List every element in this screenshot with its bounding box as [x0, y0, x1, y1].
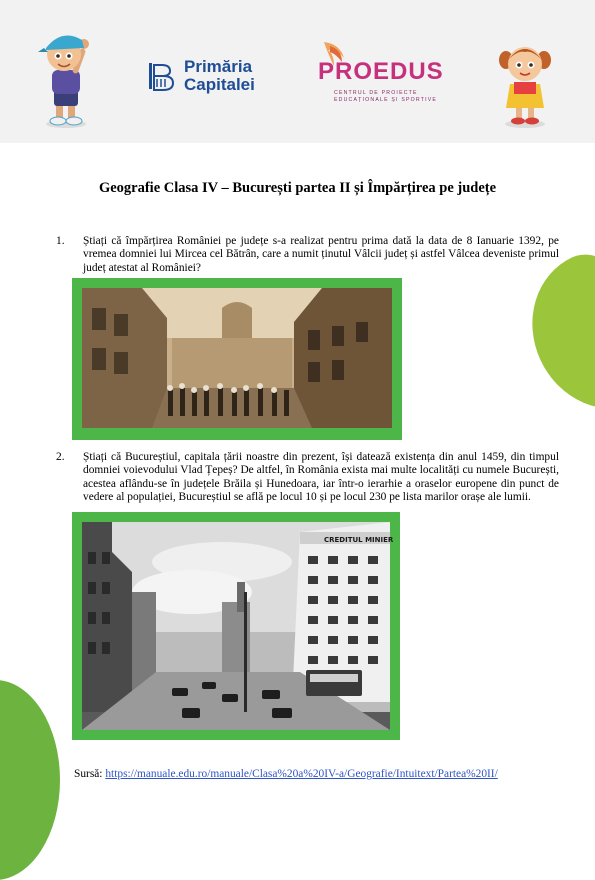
primaria-logo-text	[184, 58, 255, 94]
proedus-logo-brand: PROEDUS	[318, 58, 444, 85]
primaria-capitalei-logo	[148, 58, 255, 94]
page-title: Geografie Clasa IV – București partea II și Împărțirea pe județe	[98, 180, 497, 196]
primaria-logo-icon	[148, 59, 176, 93]
item-2-text: Știați că Bucureștiul, capitala țării noastre din prezent, își datează existența din anul 1459, din timpul domniei voievodului Vlad Țepeș? De altfel, în România exista mai multe localități cu numele București, acestea aflându-se în județele Brăila și Hunedoara, iar într-o ierarhie a oraselor europene din punct de vedere al populației, Bucureștiul se află pe locul 10 și pe locul 230 pe lista marilor orașe ale lumii.	[83, 451, 559, 504]
cartoon-boy-icon	[38, 26, 94, 128]
green-decor-shape-left	[0, 680, 60, 880]
item-1-number: 1.	[56, 235, 65, 247]
proedus-logo-subtitle: CENTRUL DE PROIECTE EDUCAȚIONALE ȘI SPORTIVE	[334, 90, 438, 103]
cartoon-girl-icon	[496, 38, 554, 128]
historic-street-photo-1	[72, 278, 402, 440]
primaria-logo-line2: Capitalei	[184, 75, 255, 94]
primaria-logo-line1: Primăria	[184, 57, 253, 76]
historic-boulevard-photo-2	[72, 512, 400, 740]
photo-sign-text: CREDITUL MINIER	[324, 536, 394, 544]
item-2-number: 2.	[56, 451, 65, 463]
source-link[interactable]: https://manuale.edu.ro/manuale/Clasa%20a%20IV-a/Geografie/Intuitext/Partea%20II/	[105, 768, 498, 780]
item-1-text: Știați că împărțirea României pe județe s-a realizat pentru prima dată la data de 8 Ianuarie 1392, pe vremea domniei lui Mircea cel Bătrân, care a numit ținutul Vâlcii județ și astfel Vâlcea deveniste primul județ atestat al României?	[83, 235, 559, 274]
source-line	[74, 768, 498, 780]
proedus-logo	[318, 40, 448, 108]
source-label: Sursă:	[74, 768, 103, 780]
